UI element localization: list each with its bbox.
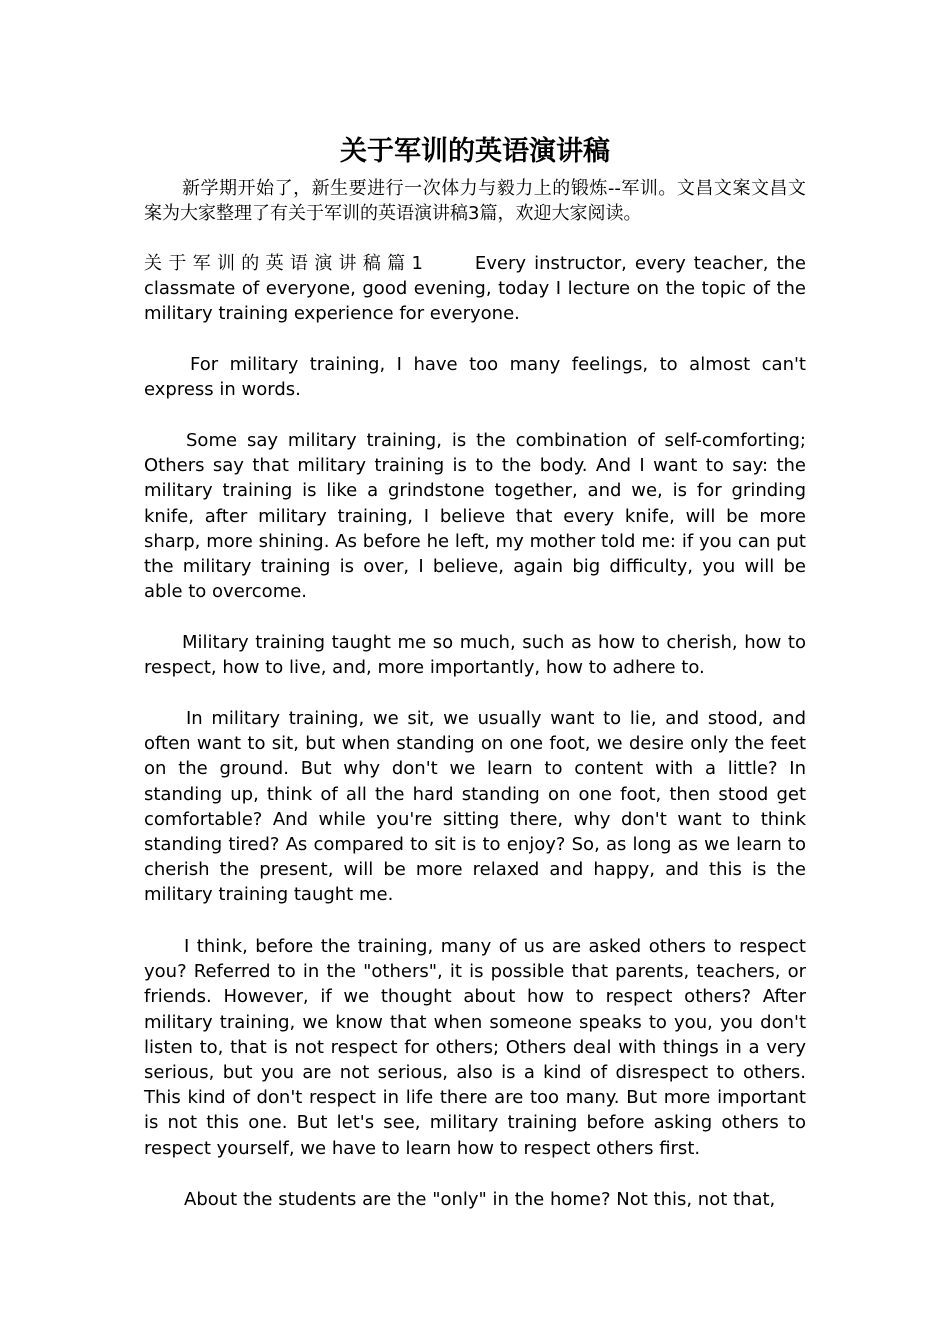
section-1-opening	[144, 251, 806, 327]
paragraph-taught: Military training taught me so much, such as how to cherish, how to respect, how to live, and, more importantly, how to adhere to.	[144, 632, 806, 679]
document-title: 关于军训的英语演讲稿	[340, 136, 610, 167]
paragraph-only-child: About the students are the "only" in the home? Not this, not that,	[184, 1189, 776, 1210]
paragraph-feelings: For military training, I have too many feelings, to almost can't express in words.	[144, 354, 806, 401]
opening-paragraph: Every instructor, every teacher, the classmate of everyone, good evening, today I lecture on the topic of the military training experience for everyone.	[144, 253, 806, 325]
section-heading: 关于军训的英语演讲稿篇1	[144, 253, 427, 274]
paragraph-grindstone: Some say military training, is the combination of self-comforting; Others say that military training is to the body. And I want to say: the military training is like a grindstone together, and we, is for grinding knife, after military training, I believe that every knife, will be more sharp, more shining. As before he left, my mother told me: if you can put the military training is over, I believe, again big difficulty, you will be able to overcome.	[144, 430, 806, 603]
paragraph-respect: I think, before the training, many of us are asked others to respect you? Referred to in the "others", it is possible that parents, teachers, or friends. However, if we thought about how to respect others? After military training, we know that when someone speaks to you, you don't listen to, that is not respect for others; Others deal with things in a very serious, but you are not serious, also is a kind of disrespect to others. This kind of don't respect in life there are too many. But more important is not this one. But let's see, military training before asking others to respect yourself, we have to learn how to respect others first.	[144, 936, 806, 1159]
intro-paragraph: 新学期开始了，新生要进行一次体力与毅力上的锻炼--军训。文昌文案文昌文案为大家整理了有关于军训的英语演讲稿3篇，欢迎大家阅读。	[144, 178, 806, 225]
paragraph-cherish: In military training, we sit, we usually want to lie, and stood, and often want to sit, but when standing on one foot, we desire only the feet on the ground. But why don't we learn to content with a little? In standing up, think of all the hard standing on one foot, then stood get comfortable? And while you're sitting there, why don't want to think standing tired? As compared to sit is to enjoy? So, as long as we learn to cherish the present, will be more relaxed and happy, and this is the military training taught me.	[144, 708, 806, 906]
